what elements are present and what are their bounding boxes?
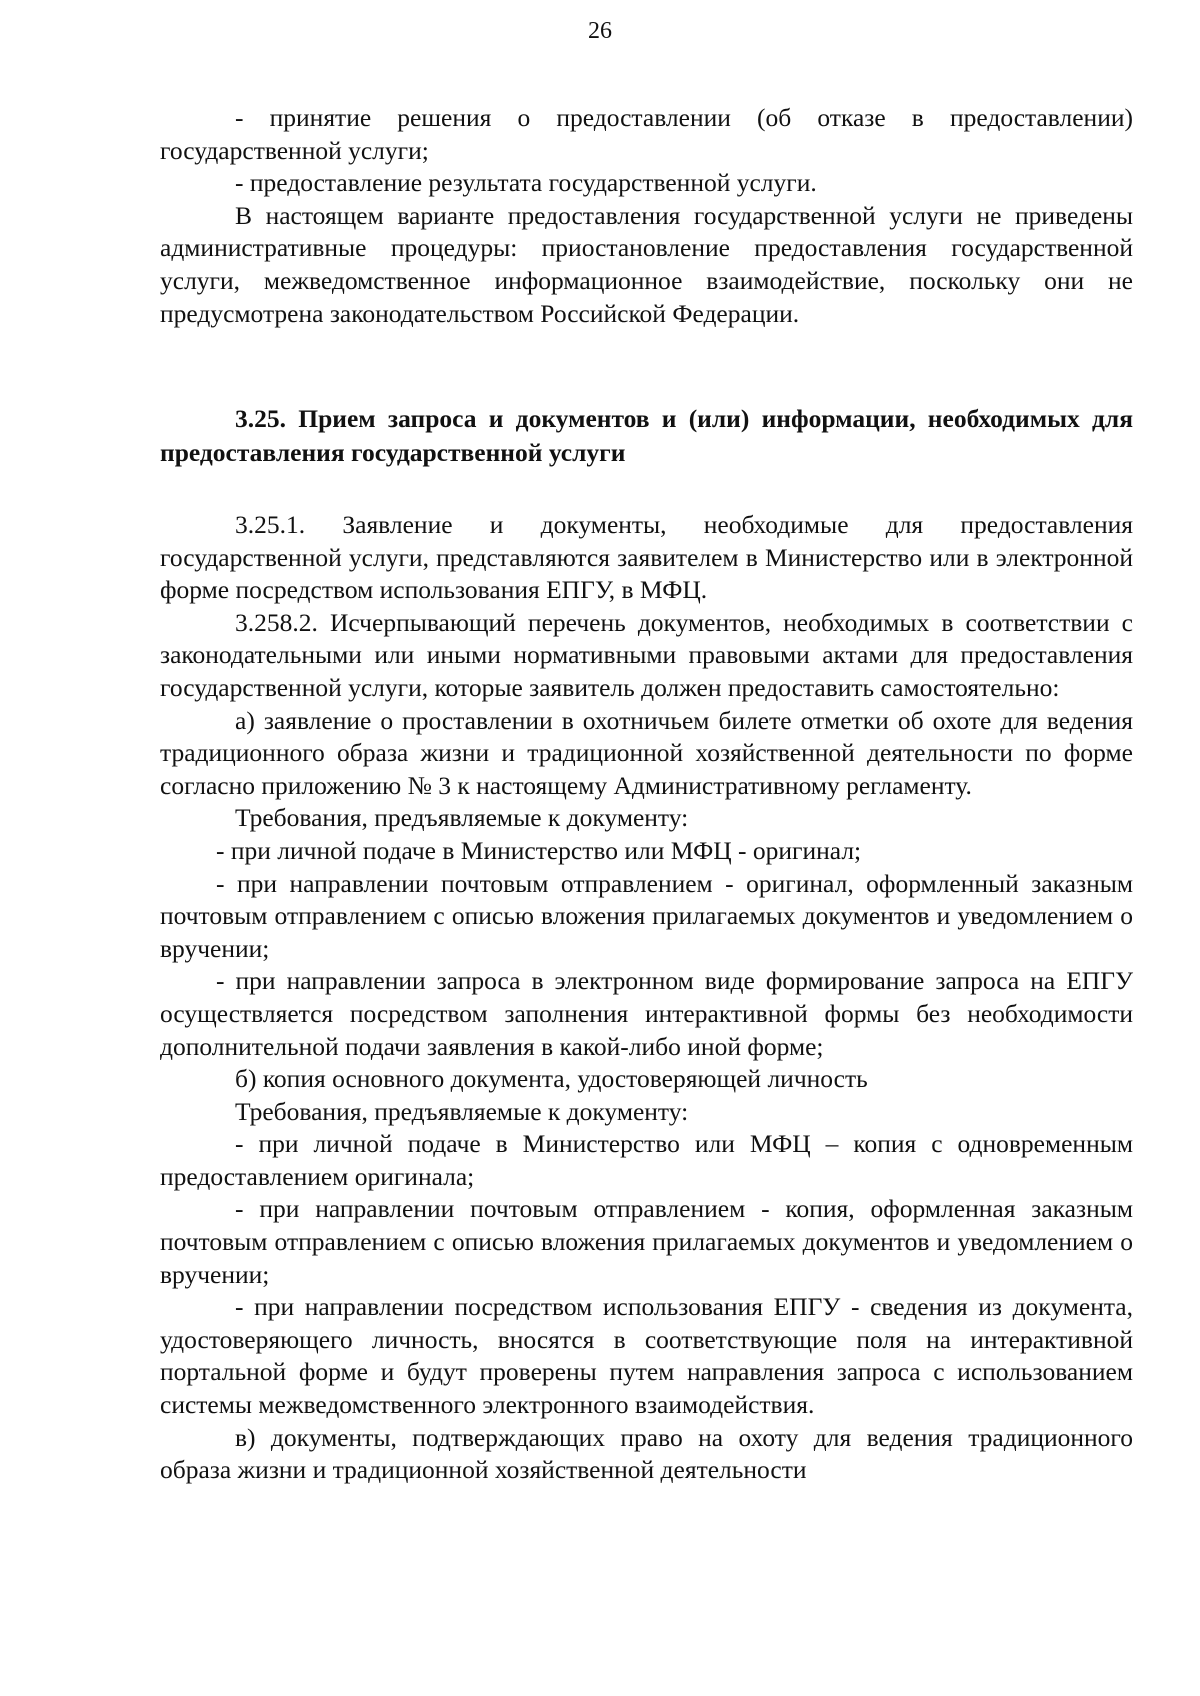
paragraph: - предоставление результата государственной услуги. [235,168,817,198]
paragraph: В настоящем варианте предоставления государственной услуги не приведены административные процедуры: приостановление предоставления государственной услуги, межведомственное информационное взаимодействие, поскольку они не предусмотрена законодательством Российской Федерации. [160,200,1133,328]
section-heading: 3.25. Прием запроса и документов и (или) информации, необходимых для предоставления государственной услуги [160,404,1133,467]
list-item: в) документы, подтверждающих право на охоту для ведения традиционного образа жизни и традиционной хозяйственной деятельности [160,1422,1133,1485]
list-item: - при направлении посредством использования ЕПГУ - сведения из документа, удостоверяющего личность, вносятся в соответствующие поля на интерактивной портальной форме и будут проверены путем направления запроса с использованием системы межведомственного электронного взаимодействия. [160,1292,1133,1420]
page-number: 26 [588,18,612,44]
list-item: - при направлении почтовым отправлением - копия, оформленная заказным почтовым отправлением с описью вложения прилагаемых документов и уведомлением о вручении; [160,1194,1133,1289]
paragraph: 3.25.1. Заявление и документы, необходимые для предоставления государственной услуги, представляются заявителем в Министерство или в электронной форме посредством использования ЕПГУ, в МФЦ. [160,510,1133,605]
list-item: - при направлении запроса в электронном виде формирование запроса на ЕПГУ осуществляется посредством заполнения интерактивной формы без необходимости дополнительной подачи заявления в какой-либо иной форме; [160,966,1133,1061]
list-item: б) копия основного документа, удостоверяющей личность [235,1064,868,1094]
list-item: - при направлении почтовым отправлением - оригинал, оформленный заказным почтовым отправлением с описью вложения прилагаемых документов и уведомлением о вручении; [160,868,1133,963]
paragraph: 3.258.2. Исчерпывающий перечень документов, необходимых в соответствии с законодательными или иными нормативными правовыми актами для предоставления государственной услуги, которые заявитель должен предоставить самостоятельно: [160,607,1133,702]
list-item: - при личной подаче в Министерство или МФЦ – копия с одновременным предоставлением оригинала; [160,1129,1133,1191]
section-body [160,509,1133,1487]
intro-block [160,102,1133,330]
list-item: - при личной подаче в Министерство или МФЦ - оригинал; [216,835,862,865]
list-item: а) заявление о проставлении в охотничьем билете отметки об охоте для ведения традиционного образа жизни и традиционной хозяйственной деятельности по форме согласно приложению № 3 к настоящему Административному регламенту. [160,705,1133,800]
paragraph: Требования, предъявляемые к документу: [235,1096,689,1126]
paragraph: - принятие решения о предоставлении (об отказе в предоставлении) государственной услуги; [160,103,1133,165]
paragraph: Требования, предъявляемые к документу: [235,803,689,833]
